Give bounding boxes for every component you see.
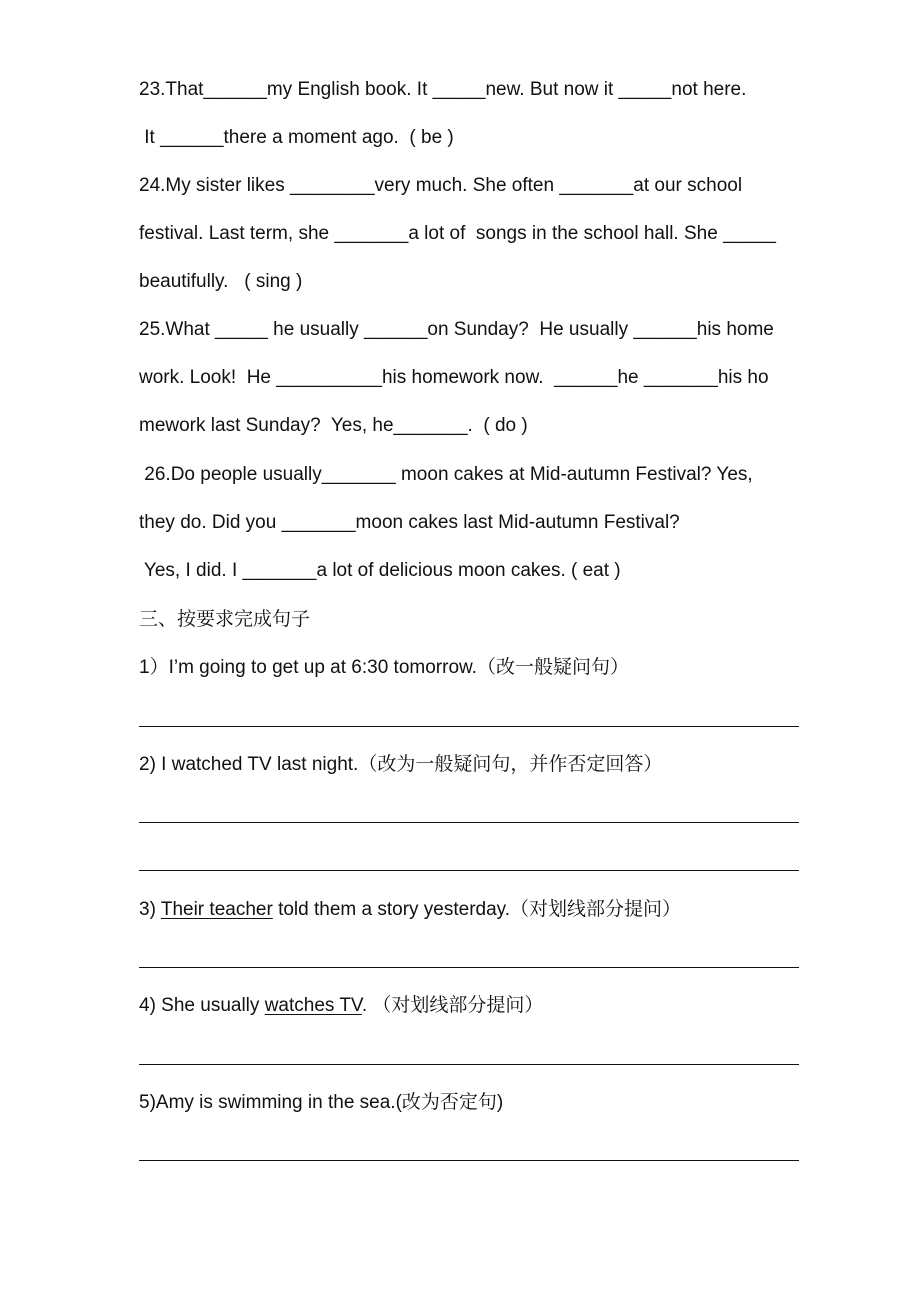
q26-line-1: 26.Do people usually_______ moon cakes at Mid-autumn Festival? Yes,	[139, 464, 753, 485]
sentence-1-prompt: 1）I’m going to get up at 6:30 tomorrow.（改一般疑问句）	[139, 657, 629, 678]
answer-line-3[interactable]	[139, 967, 799, 968]
sentence-2-prompt: 2) I watched TV last night.（改为一般疑问句，并作否定回答）	[139, 754, 663, 775]
sentence-3-underlined: Their teacher	[160, 899, 273, 920]
q24-line-2: festival. Last term, she _______a lot of songs in the school hall. She _____	[139, 223, 776, 244]
q23-line-2: It ______there a moment ago. ( be )	[139, 127, 454, 148]
answer-line-5[interactable]	[139, 1160, 799, 1161]
q25-line-1: 25.What _____ he usually ______on Sunday? He usually ______his home	[139, 319, 774, 340]
answer-line-1[interactable]	[139, 726, 799, 727]
sentence-4-underlined: watches TV	[264, 995, 362, 1016]
sentence-3-prompt	[139, 895, 839, 925]
q25-line-2: work. Look! He __________his homework now. ______he _______his ho	[139, 367, 769, 388]
q24-line-3: beautifully. ( sing )	[139, 271, 303, 292]
sentence-4-prefix: 4) She usually	[139, 995, 265, 1016]
section-3-heading: 三、按要求完成句子	[139, 609, 311, 630]
sentence-4-prompt	[139, 991, 839, 1021]
q26-line-2: they do. Did you _______moon cakes last Mid-autumn Festival?	[139, 512, 680, 533]
q23-line-1: 23.That______my English book. It _____new. But now it _____not here.	[139, 79, 747, 100]
sentence-5-prompt: 5)Amy is swimming in the sea.(改为否定句)	[139, 1092, 504, 1113]
sentence-4-suffix: . （对划线部分提问）	[361, 995, 544, 1016]
answer-line-2b[interactable]	[139, 870, 799, 871]
answer-line-4[interactable]	[139, 1064, 799, 1065]
answer-line-2a[interactable]	[139, 822, 799, 823]
q24-line-1: 24.My sister likes ________very much. She often _______at our school	[139, 175, 743, 196]
sentence-3-prefix: 3)	[139, 899, 161, 920]
q25-line-3: mework last Sunday? Yes, he_______. ( do )	[139, 415, 528, 436]
sentence-3-suffix: told them a story yesterday.（对划线部分提问）	[272, 899, 682, 920]
q26-line-3: Yes, I did. I _______a lot of delicious moon cakes. ( eat )	[139, 560, 621, 581]
